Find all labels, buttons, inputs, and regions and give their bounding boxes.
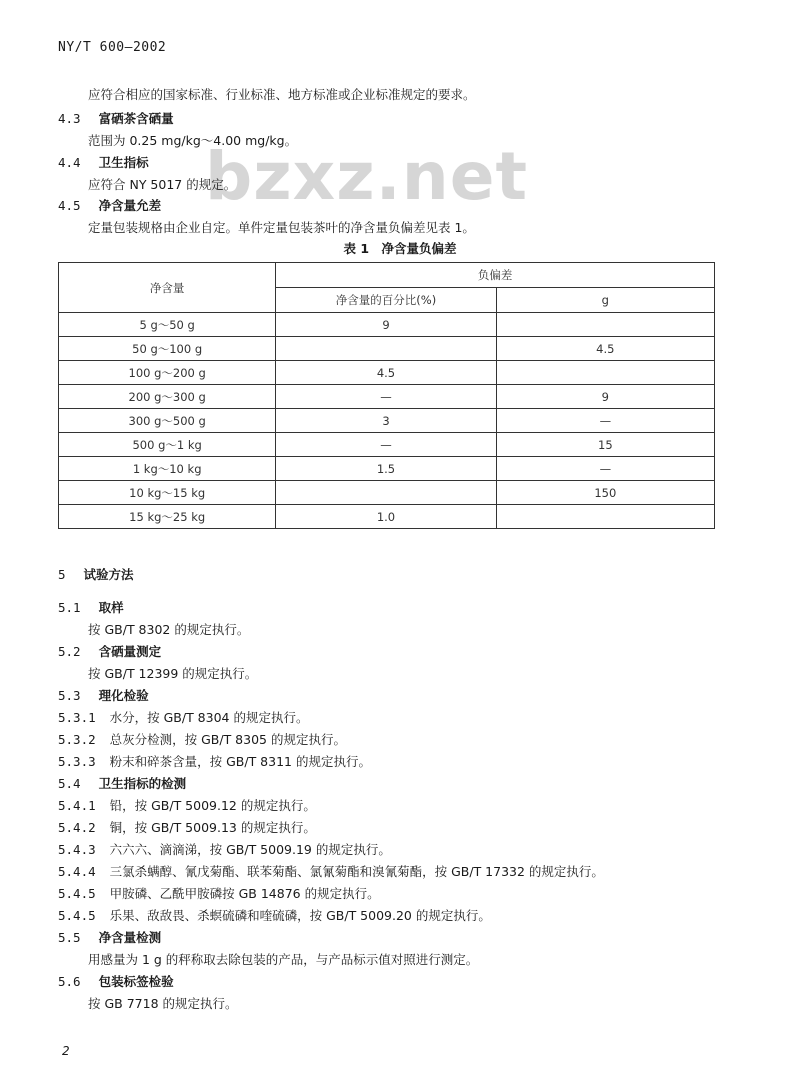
section-number: 5.4 [58,776,81,791]
section-number: 4.4 [58,155,81,170]
cell-range: 1 kg～10 kg [59,457,276,481]
clause-text: 三氯杀螨醇、氰戊菊酯、联苯菊酯、氯氰菊酯和溴氰菊酯，按 GB/T 17332 的规定执行。 [109,864,604,879]
section-number: 5.2 [58,644,81,659]
page-number: 2 [62,1044,70,1058]
table-header-percent: 净含量的百分比(%) [276,288,496,313]
body-text: 应符合相应的国家标准、行业标准、地方标准或企业标准规定的要求。 [88,87,476,102]
clause [58,708,308,726]
watermark: bzxz.net [205,138,529,215]
clause [58,752,371,770]
cell-range: 300 g～500 g [59,409,276,433]
section-heading [58,598,124,616]
clause [58,862,604,880]
table-row [59,433,715,457]
clause-number: 5.3.2 [58,732,96,747]
cell-grams: — [496,409,714,433]
table-row [59,481,715,505]
section-title: 卫生指标 [98,155,149,170]
clause-text: 乐果、敌敌畏、杀螟硫磷和喹硫磷，按 GB/T 5009.20 的规定执行。 [109,908,491,923]
clause [58,840,391,858]
cell-grams: 4.5 [496,337,714,361]
section-number: 5 [58,567,66,582]
table-row [59,409,715,433]
cell-range: 50 g～100 g [59,337,276,361]
section-title: 包装标签检验 [98,974,174,989]
cell-range: 500 g～1 kg [59,433,276,457]
section-heading [58,109,174,127]
table-header-net-content: 净含量 [59,263,276,313]
body-text: 按 GB/T 12399 的规定执行。 [88,666,258,681]
cell-grams: — [496,457,714,481]
section-title: 试验方法 [83,567,134,582]
clause-number: 5.3.3 [58,754,96,769]
cell-percent: 9 [276,313,496,337]
body-text: 按 GB 7718 的规定执行。 [88,996,238,1011]
body-text: 应符合 NY 5017 的规定。 [88,177,237,192]
section-heading [58,153,149,171]
section-title: 净含量检测 [98,930,162,945]
cell-percent: 1.0 [276,505,496,529]
body-text: 定量包装规格由企业自定。单件定量包装茶叶的净含量负偏差见表 1。 [88,220,475,235]
standard-header: NY/T 600—2002 [58,40,167,55]
cell-percent: 1.5 [276,457,496,481]
section-heading [58,565,134,583]
clause-number: 5.4.5 [58,908,96,923]
cell-grams [496,313,714,337]
body-text: 用感量为 1 g 的秤称取去除包装的产品，与产品标示值对照进行测定。 [88,952,479,967]
cell-range: 10 kg～15 kg [59,481,276,505]
body-text: 按 GB/T 8302 的规定执行。 [88,622,250,637]
clause-text: 粉末和碎茶含量，按 GB/T 8311 的规定执行。 [109,754,371,769]
clause-number: 5.4.2 [58,820,96,835]
table-header-deviation: 负偏差 [276,263,715,288]
section-heading [58,642,161,660]
table-row [59,385,715,409]
cell-grams [496,361,714,385]
clause-text: 水分，按 GB/T 8304 的规定执行。 [109,710,309,725]
clause-number: 5.4.3 [58,842,96,857]
clause [58,884,380,902]
cell-grams: 9 [496,385,714,409]
section-number: 5.6 [58,974,81,989]
cell-percent: 4.5 [276,361,496,385]
clause-text: 铅，按 GB/T 5009.12 的规定执行。 [109,798,316,813]
clause [58,818,316,836]
section-heading [58,928,161,946]
clause-text: 六六六、滴滴涕，按 GB/T 5009.19 的规定执行。 [109,842,391,857]
section-number: 5.5 [58,930,81,945]
cell-range: 5 g～50 g [59,313,276,337]
table-row [59,313,715,337]
table-row [59,457,715,481]
section-heading [58,686,149,704]
section-title: 净含量允差 [98,198,162,213]
section-title: 取样 [98,600,124,615]
cell-percent [276,337,496,361]
section-number: 4.3 [58,111,81,126]
clause [58,730,346,748]
cell-percent: — [276,433,496,457]
clause-text: 铜，按 GB/T 5009.13 的规定执行。 [109,820,316,835]
cell-range: 200 g～300 g [59,385,276,409]
clause-number: 5.3.1 [58,710,96,725]
section-title: 富硒茶含硒量 [98,111,174,126]
section-title: 理化检验 [98,688,149,703]
clause-number: 5.4.4 [58,864,96,879]
clause-number: 5.4.1 [58,798,96,813]
table-caption: 表 1 净含量负偏差 [343,241,457,256]
section-number: 5.3 [58,688,81,703]
cell-percent: — [276,385,496,409]
cell-percent [276,481,496,505]
clause [58,796,316,814]
section-heading [58,196,161,214]
table-row [59,361,715,385]
section-heading [58,972,174,990]
table-row [59,337,715,361]
table-row [59,505,715,529]
cell-range: 15 kg～25 kg [59,505,276,529]
section-number: 4.5 [58,198,81,213]
table-header-grams: g [496,288,714,313]
clause-text: 总灰分检测，按 GB/T 8305 的规定执行。 [109,732,346,747]
section-title: 卫生指标的检测 [98,776,187,791]
cell-grams: 150 [496,481,714,505]
clause-text: 甲胺磷、乙酰甲胺磷按 GB 14876 的规定执行。 [109,886,380,901]
cell-percent: 3 [276,409,496,433]
net-content-deviation-table [58,262,715,529]
cell-grams: 15 [496,433,714,457]
body-text: 范围为 0.25 mg/kg～4.00 mg/kg。 [88,133,298,148]
section-title: 含硒量测定 [98,644,162,659]
cell-range: 100 g～200 g [59,361,276,385]
cell-grams [496,505,714,529]
section-number: 5.1 [58,600,81,615]
clause-number: 5.4.5 [58,886,96,901]
clause [58,906,491,924]
section-heading [58,774,186,792]
